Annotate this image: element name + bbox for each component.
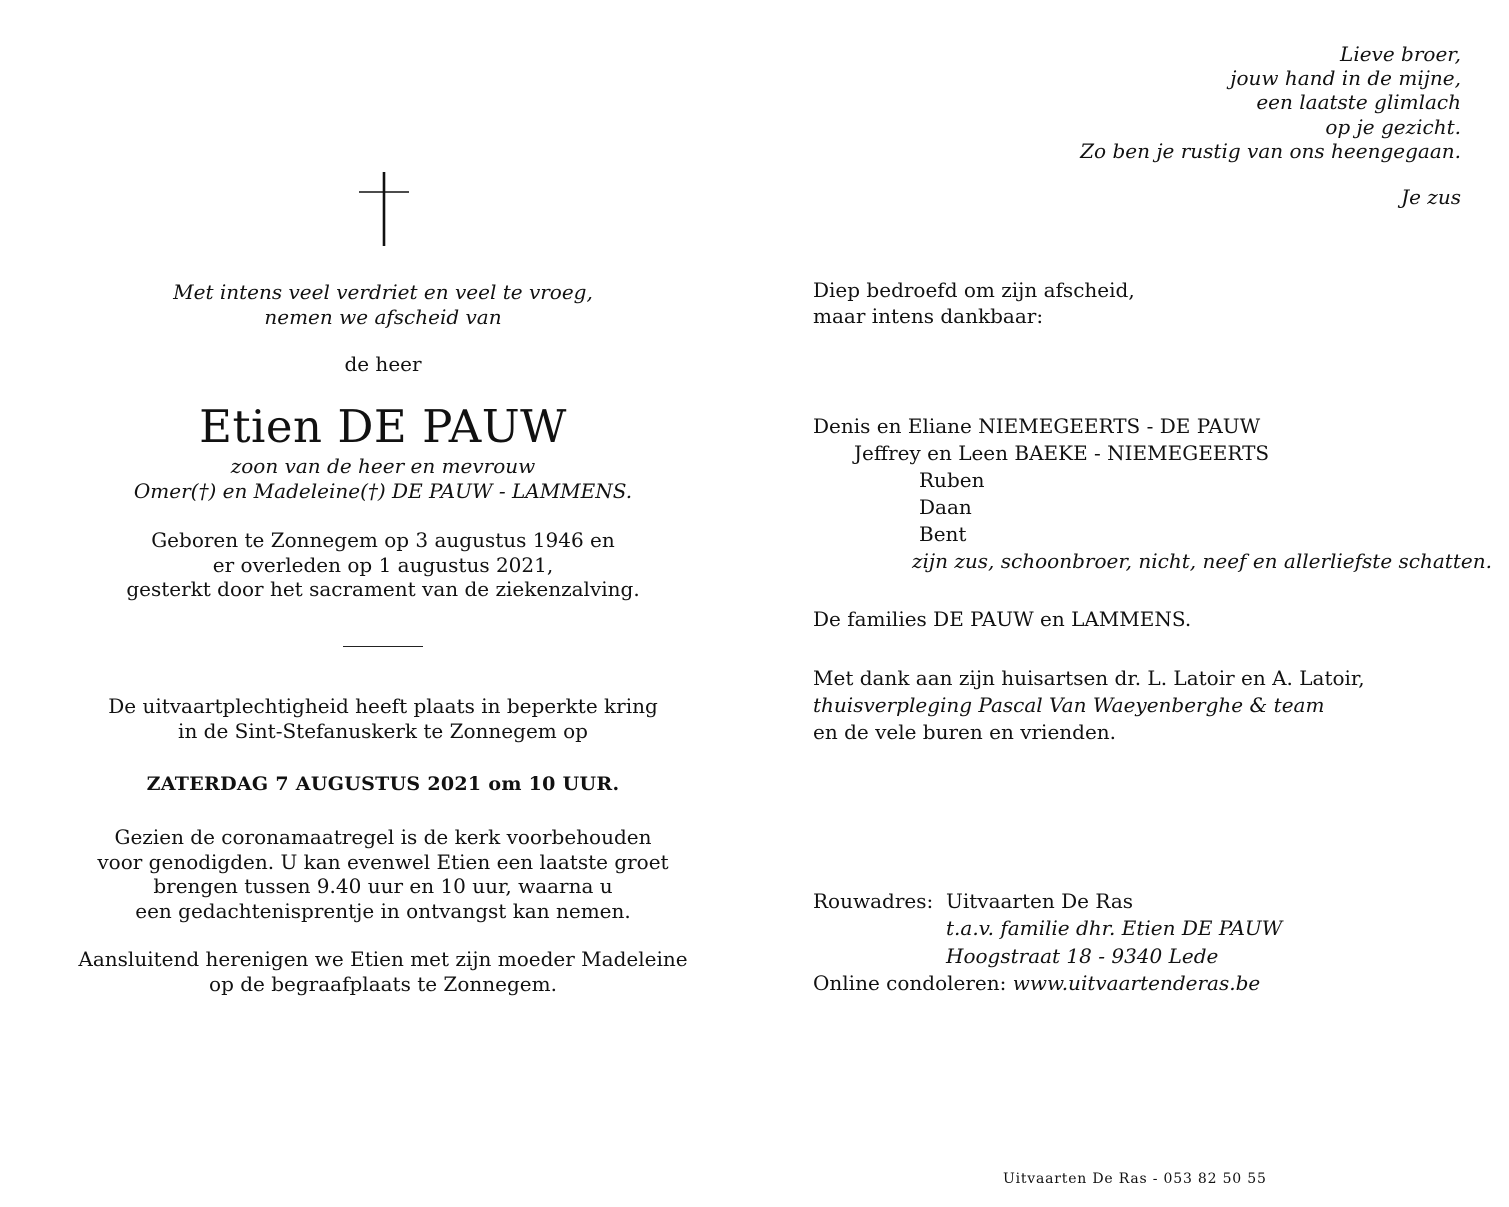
- corona-line: voor genodigden. U kan evenwel Etien een laatste groet: [97, 849, 669, 874]
- burial-line: Aansluitend herenigen we Etien met zijn moeder Madeleine: [78, 947, 688, 971]
- cross-icon: [358, 172, 410, 246]
- address-block: [813, 888, 1282, 996]
- address-line: Hoogstraat 18 - 9340 Lede: [946, 943, 1219, 968]
- family-line: Denis en Eliane NIEMEGEERTS - DE PAUW: [813, 414, 1261, 438]
- corona-line: een gedachtenisprentje in ontvangst kan nemen.: [135, 898, 631, 923]
- honorific: de heer: [344, 352, 422, 376]
- life-line: Geboren te Zonnegem op 3 augustus 1946 en: [151, 528, 615, 552]
- parents-text: [40, 454, 726, 503]
- ceremony-line: in de Sint-Stefanuskerk te Zonnegem op: [178, 718, 588, 743]
- poem-line: op je gezicht.: [1325, 114, 1461, 139]
- right-intro: [813, 277, 1135, 329]
- family-list: [813, 413, 1492, 575]
- families-line: De families DE PAUW en LAMMENS.: [813, 607, 1192, 631]
- corona-line: Gezien de coronamaatregel is de kerk voorbehouden: [114, 825, 652, 849]
- thanks-line: thuisverpleging Pascal Van Waeyenberghe & team: [813, 693, 1325, 717]
- life-line: er overleden op 1 augustus 2021,: [212, 552, 554, 577]
- thanks-line: Met dank aan zijn huisartsen dr. L. Latoir en A. Latoir,: [813, 666, 1365, 690]
- right-intro-line: maar intens dankbaar:: [813, 304, 1044, 328]
- footer: Uitvaarten De Ras - 053 82 50 55: [1003, 1171, 1267, 1187]
- family-child: Daan: [919, 495, 972, 519]
- poem-line: een laatste glimlach: [1256, 90, 1461, 115]
- family-child: Ruben: [919, 468, 985, 492]
- right-intro-line: Diep bedroefd om zijn afscheid,: [813, 278, 1135, 302]
- family-child: Bent: [919, 522, 967, 546]
- deceased-name: Etien DE PAUW: [199, 400, 567, 453]
- thanks-line: en de vele buren en vrienden.: [813, 720, 1117, 744]
- life-line: gesterkt door het sacrament van de ziekenzalving.: [126, 577, 640, 601]
- family-line: Jeffrey en Leen BAEKE - NIEMEGEERTS: [854, 441, 1270, 465]
- poem-line: jouw hand in de mijne,: [1230, 66, 1461, 91]
- address-line: Uitvaarten De Ras: [946, 889, 1134, 913]
- thanks-text: [813, 665, 1365, 746]
- address-label: Rouwadres:: [813, 889, 934, 913]
- parents-line: Omer(†) en Madeleine(†) DE PAUW - LAMMENS.: [133, 478, 633, 503]
- poem-signature: Je zus: [1401, 185, 1461, 210]
- intro-line: Met intens veel verdriet en veel te vroeg,: [173, 280, 593, 304]
- poem-line: Zo ben je rustig van ons heengegaan.: [1080, 138, 1461, 163]
- parents-line: zoon van de heer en mevrouw: [230, 454, 536, 478]
- corona-notice: [40, 825, 726, 923]
- burial-text: [40, 947, 726, 996]
- poem-line: Lieve broer,: [1340, 42, 1461, 66]
- intro-line: nemen we afscheid van: [264, 304, 502, 329]
- life-dates: [40, 528, 726, 602]
- poem: [941, 42, 1461, 209]
- family-closing: zijn zus, schoonbroer, nicht, neef en allerliefste schatten.: [912, 549, 1492, 573]
- ceremony-line: De uitvaartplechtigheid heeft plaats in beperkte kring: [108, 694, 658, 718]
- online-label: Online condoleren:: [813, 970, 1007, 995]
- burial-line: op de begraafplaats te Zonnegem.: [209, 971, 557, 996]
- online-url[interactable]: www.uitvaartenderas.be: [1012, 970, 1261, 995]
- ceremony-date: ZATERDAG 7 AUGUSTUS 2021 om 10 UUR.: [146, 773, 620, 795]
- ceremony-text: [40, 694, 726, 743]
- corona-line: brengen tussen 9.40 uur en 10 uur, waarna u: [153, 874, 613, 898]
- intro-text: [40, 280, 726, 329]
- address-line: t.a.v. familie dhr. Etien DE PAUW: [946, 916, 1283, 941]
- divider: [343, 646, 423, 647]
